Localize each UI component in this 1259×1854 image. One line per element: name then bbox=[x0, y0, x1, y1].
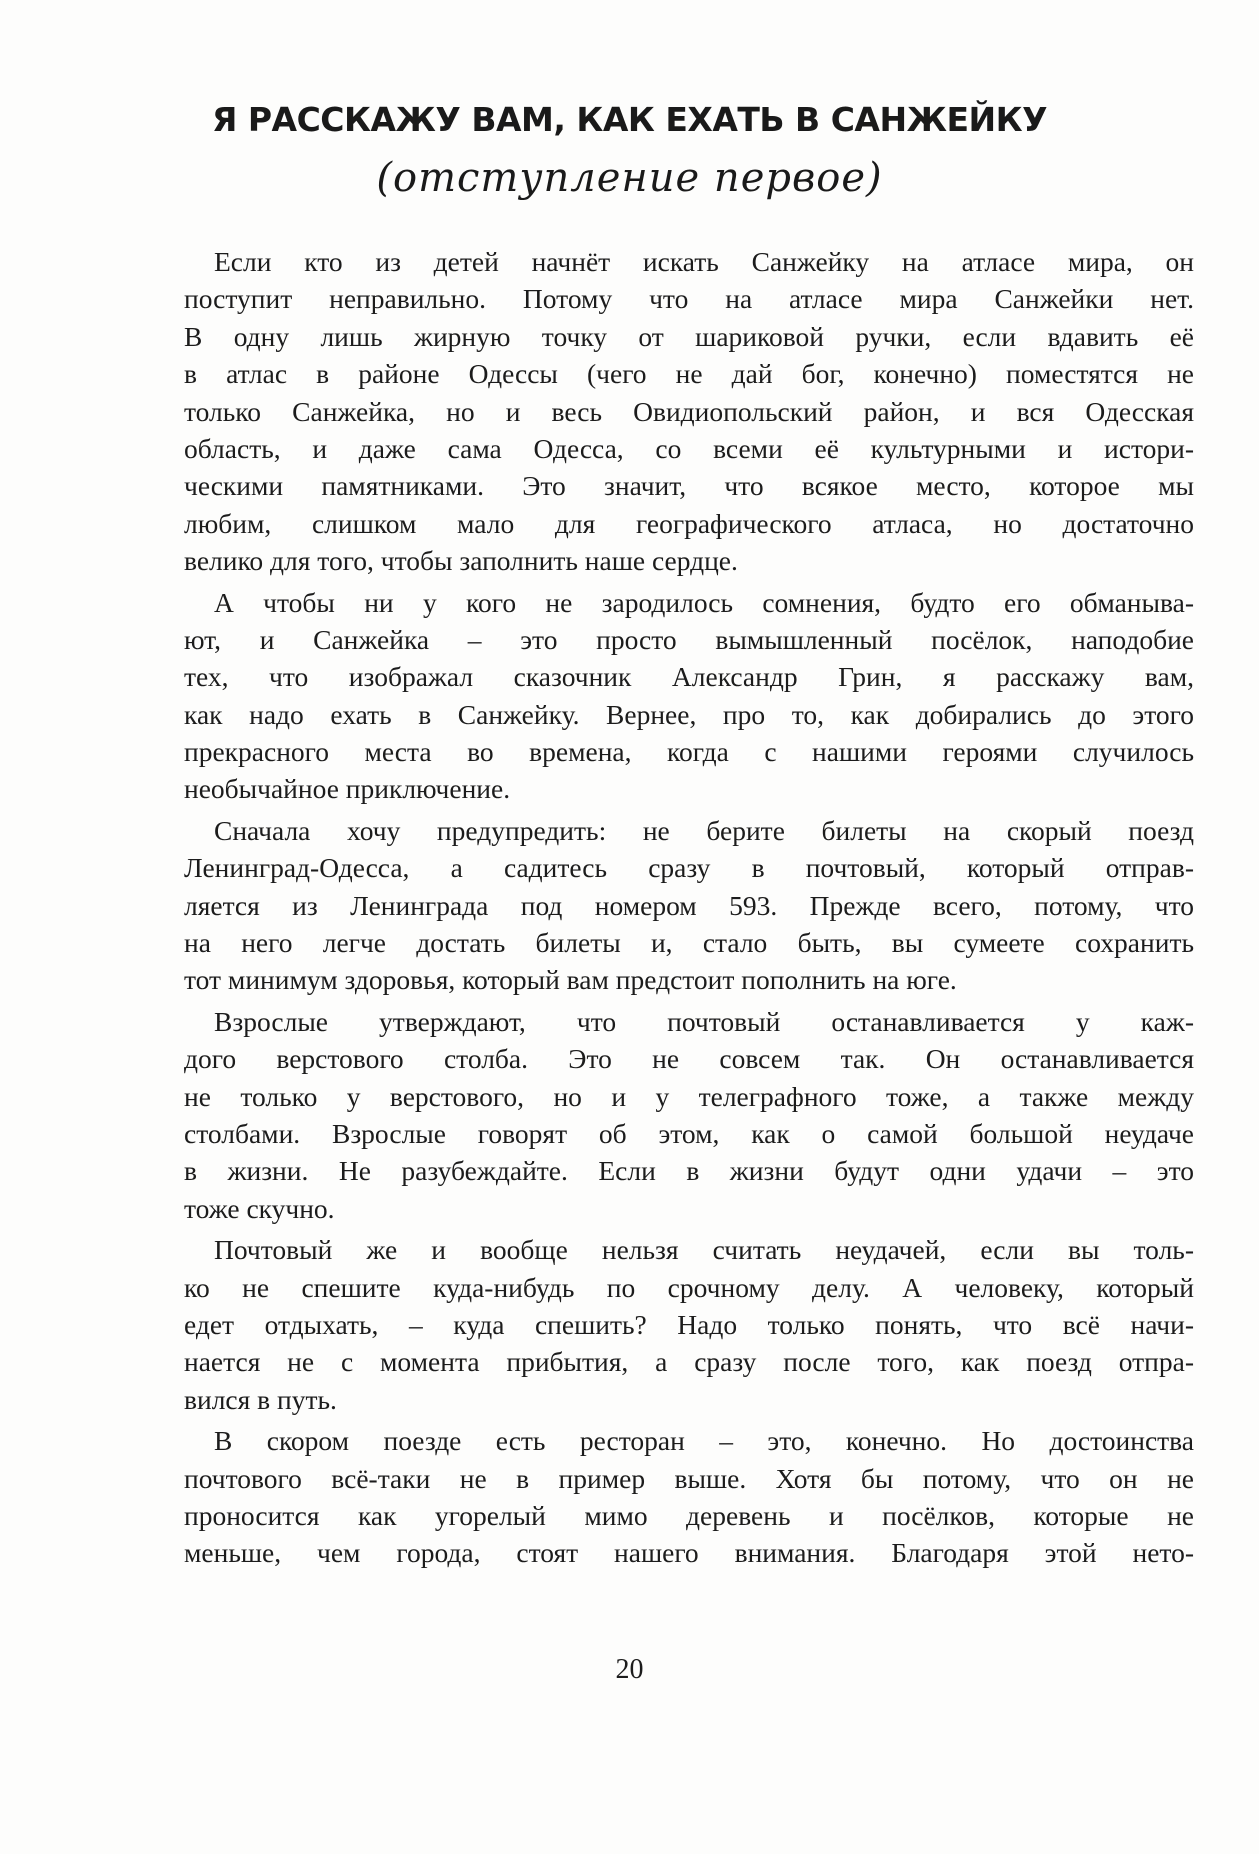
text-line: не только у верстового, но и у телеграфного тоже, а также между bbox=[184, 1080, 1194, 1112]
text-line: дого верстового столба. Это не совсем так. Он останавливается bbox=[184, 1043, 1194, 1075]
text-line: прекрасного места во времена, когда с нашими героями случилось bbox=[184, 736, 1194, 768]
text-line: едет отдыхать, – куда спешить? Надо только понять, что всё начи- bbox=[184, 1308, 1194, 1340]
text-line: ко не спешите куда-нибудь по срочному делу. А человеку, который bbox=[184, 1271, 1194, 1303]
text-line: ляется из Ленинграда под номером 593. Прежде всего, потому, что bbox=[184, 889, 1194, 921]
text-line: В одну лишь жирную точку от шариковой ручки, если вдавить её bbox=[184, 320, 1194, 352]
text-line: тот минимум здоровья, который вам предстоит пополнить на юге. bbox=[184, 964, 957, 996]
text-line: В скором поезде есть ресторан – это, конечно. Но достоинства bbox=[214, 1425, 1194, 1457]
text-line: любим, слишком мало для географического атласа, но достаточно bbox=[184, 507, 1194, 539]
text-line: вился в путь. bbox=[184, 1383, 337, 1415]
text-line: в жизни. Не разубеждайте. Если в жизни будут одни удачи – это bbox=[184, 1155, 1194, 1187]
text-line: на него легче достать билеты и, стало быть, вы сумеете сохранить bbox=[184, 927, 1194, 959]
text-line: Почтовый же и вообще нельзя считать неудачей, если вы толь- bbox=[214, 1234, 1194, 1266]
text-line: Ленинград-Одесса, а садитесь сразу в почтовый, который отправ- bbox=[184, 852, 1194, 884]
text-line: почтового всё-таки не в пример выше. Хотя бы потому, что он не bbox=[184, 1462, 1194, 1494]
text-line: меньше, чем города, стоят нашего внимания. Благодаря этой нето- bbox=[184, 1537, 1194, 1569]
text-line: Сначала хочу предупредить: не берите билеты на скорый поезд bbox=[214, 814, 1194, 846]
text-line: Взрослые утверждают, что почтовый останавливается у каж- bbox=[214, 1005, 1194, 1037]
body-text bbox=[154, 243, 1194, 1576]
paragraph bbox=[154, 243, 1194, 580]
text-line: ют, и Санжейка – это просто вымышленный посёлок, наподобие bbox=[184, 623, 1194, 655]
text-line: ческими памятниками. Это значит, что всякое место, которое мы bbox=[184, 470, 1194, 502]
paragraph bbox=[154, 812, 1194, 999]
paragraph bbox=[154, 1422, 1194, 1572]
page-number: 20 bbox=[615, 1654, 644, 1685]
text-line: поступит неправильно. Потому что на атласе мира Санжейки нет. bbox=[184, 283, 1194, 315]
text-line: велико для того, чтобы заполнить наше сердце. bbox=[184, 545, 738, 577]
text-line: область, и даже сама Одесса, со всеми её культурными и истори- bbox=[184, 432, 1194, 464]
paragraph bbox=[154, 1231, 1194, 1418]
text-line: проносится как угорелый мимо деревень и посёлков, которые не bbox=[184, 1499, 1194, 1531]
paragraph bbox=[154, 1003, 1194, 1227]
paragraph bbox=[154, 584, 1194, 808]
text-line: в атлас в районе Одессы (чего не дай бог, конечно) поместятся не bbox=[184, 358, 1194, 390]
text-line: необычайное приключение. bbox=[184, 773, 511, 805]
chapter-title: Я РАССКАЖУ ВАМ, КАК ЕХАТЬ В САНЖЕЙКУ bbox=[211, 100, 1048, 139]
text-line: А чтобы ни у кого не зародилось сомнения, будто его обманыва- bbox=[214, 586, 1194, 618]
text-line: только Санжейка, но и весь Овидиопольский район, и вся Одесская bbox=[184, 395, 1194, 427]
text-line: тех, что изображал сказочник Александр Грин, я расскажу вам, bbox=[184, 661, 1194, 693]
text-line: нается не с момента прибытия, а сразу после того, как поезд отпра- bbox=[184, 1346, 1194, 1378]
text-line: Если кто из детей начнёт искать Санжейку на атласе мира, он bbox=[214, 246, 1194, 277]
text-line: столбами. Взрослые говорят об этом, как о самой большой неудаче bbox=[184, 1117, 1194, 1149]
text-line: как надо ехать в Санжейку. Вернее, про то, как добирались до этого bbox=[184, 698, 1194, 730]
chapter-subtitle: (отступление первое) bbox=[376, 155, 883, 201]
text-line: тоже скучно. bbox=[184, 1192, 335, 1224]
